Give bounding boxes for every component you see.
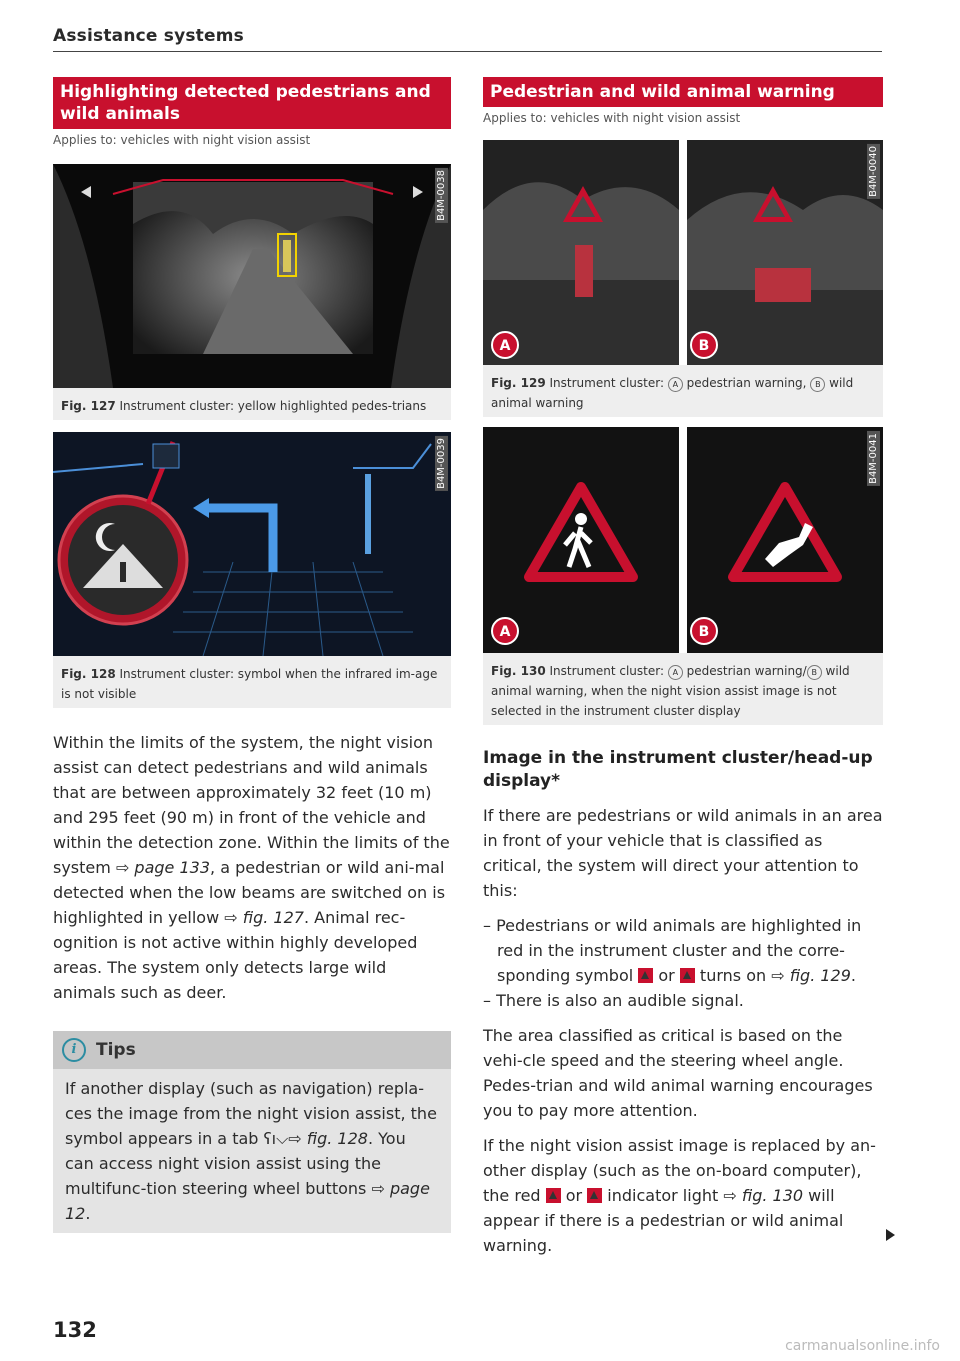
- tab-symbol-icon: ʕı⌵: [263, 1129, 289, 1148]
- bullet-highlighted: [483, 913, 883, 988]
- fig130-cap-marker-b: B: [807, 665, 822, 680]
- figure-127: [53, 164, 451, 420]
- para-text-2: , a pedestrian or wild ani-mal detected when the low beams are switched on is highlighted in yellow: [53, 858, 446, 927]
- subheading-instrument-cluster: Image in the instrument cluster/head-up display*: [483, 748, 873, 791]
- fig130-code: B4M-0041: [868, 433, 879, 484]
- cluster-tab-picture: [53, 432, 451, 656]
- fig129-caption: [483, 365, 883, 417]
- right-applies: Applies to: vehicles with night vision assist: [483, 111, 741, 125]
- replaced-display-paragraph: [483, 1133, 883, 1258]
- fig129-image: [483, 140, 883, 365]
- ref-fig-130[interactable]: ⇨ fig. 130: [723, 1186, 804, 1205]
- tips-text-1: If another display (such as navigation) repla-ces the image from the night vision assist, the symbol appears in a tab: [65, 1079, 437, 1148]
- bullet1-or: or: [653, 966, 680, 985]
- tips-text-3: .: [85, 1204, 91, 1223]
- fig127-caption-text: Instrument cluster: yellow highlighted pedes-trians: [119, 399, 427, 413]
- info-icon: i: [62, 1038, 86, 1062]
- page-number: 132: [53, 1318, 97, 1342]
- fig127-label: Fig. 127: [61, 399, 116, 413]
- animal-indicator-icon-2: [587, 1188, 602, 1203]
- tips-text-2: . You can access night vision assist using the multifunc-tion steering wheel buttons: [65, 1129, 406, 1198]
- critical-area-paragraph: If there are pedestrians or wild animals in an area in front of your vehicle that is classified as critical, the system will direct your attention to this:: [483, 806, 883, 900]
- ref-fig-127[interactable]: ⇨ fig. 127: [224, 908, 304, 927]
- fig130-image: [483, 427, 883, 653]
- fig129-marker-a: A: [499, 338, 511, 354]
- fig128-code: B4M-0039: [436, 438, 447, 489]
- p3-text-3: will appear if there is a pedestrian or wild animal warning.: [483, 1186, 844, 1255]
- fig129-cap-a: Instrument cluster:: [549, 376, 668, 390]
- pedestrian-indicator-icon-2: [546, 1188, 561, 1203]
- fig129-cap-marker-a: A: [668, 377, 683, 392]
- fig129-label: Fig. 129: [491, 376, 546, 390]
- left-body: [53, 730, 451, 1005]
- bullet1-text-3: .: [850, 966, 856, 985]
- tips-body: [53, 1069, 451, 1233]
- para-text-3: . Animal rec-ognition is not active within highly developed areas. The system only detects large wild animals such as deer.: [53, 908, 418, 1002]
- warning-highlight-picture: [483, 140, 883, 365]
- fig130-marker-b: B: [698, 624, 710, 640]
- section-header: Assistance systems: [53, 26, 244, 46]
- fig130-cap-c: wild animal warning, when the night vision assist image is not selected in the instrument cluster display: [491, 664, 850, 718]
- figure-128: [53, 432, 451, 708]
- fig127-image: [53, 164, 451, 388]
- warning-symbols-picture: [483, 427, 883, 653]
- continue-arrow-icon: [886, 1229, 895, 1241]
- left-column: [53, 77, 451, 1233]
- fig129-marker-b: B: [698, 338, 710, 354]
- fig127-caption: [53, 388, 451, 420]
- fig130-cap-marker-a: A: [668, 665, 683, 680]
- fig128-caption: [53, 656, 451, 708]
- ref-page-12[interactable]: ⇨ page 12: [65, 1179, 430, 1223]
- fig128-label: Fig. 128: [61, 667, 116, 681]
- watermark: carmanualsonline.info: [785, 1338, 940, 1354]
- p3-text-2: indicator light: [602, 1186, 724, 1205]
- fig128-image: [53, 432, 451, 656]
- tips-heading: [53, 1031, 451, 1069]
- pedestrian-indicator-icon: [638, 968, 653, 983]
- right-body: [483, 803, 883, 1258]
- figure-129: [483, 140, 883, 417]
- fig129-cap-c: wild animal warning: [491, 376, 854, 410]
- fig130-label: Fig. 130: [491, 664, 546, 678]
- critical-speed-paragraph: The area classified as critical is based on the vehi-cle speed and the steering wheel angle. Pedes-trian and wild animal warning encourages you to pay more attention.: [483, 1026, 873, 1120]
- fig130-caption: [483, 653, 883, 725]
- night-vision-cluster-picture: [53, 164, 451, 388]
- p3-or: or: [560, 1186, 588, 1205]
- bullet1-text-1: – Pedestrians or wild animals are highlighted in red in the instrument cluster and the corre-sponding symbol: [483, 916, 862, 985]
- bullet1-text-2: turns on: [694, 966, 772, 985]
- fig129-code: B4M-0040: [868, 146, 879, 197]
- tips-title: Tips: [96, 1040, 136, 1060]
- figure-130: [483, 427, 883, 725]
- fig127-code: B4M-0038: [436, 170, 447, 221]
- fig130-cap-b: pedestrian warning/: [682, 664, 807, 678]
- fig130-cap-a: Instrument cluster:: [549, 664, 668, 678]
- right-column: [483, 77, 883, 1258]
- para-text-1: Within the limits of the system, the night vision assist can detect pedestrians and wild animals that are between approximately 32 feet (10 m) and 295 feet (90 m) in front of the vehicle and within the detection zone. Within the limits of the system: [53, 733, 450, 877]
- left-section-title: Highlighting detected pedestrians and wild animals: [53, 77, 451, 129]
- header-rule: [53, 51, 882, 52]
- fig128-caption-text: Instrument cluster: symbol when the infrared im-age is not visible: [61, 667, 438, 701]
- p3-text-1: If the night vision assist image is replaced by an-other display (such as the on-board computer), the red: [483, 1136, 876, 1205]
- ref-fig-128[interactable]: ⇨ fig. 128: [288, 1129, 368, 1148]
- right-section-title: Pedestrian and wild animal warning: [483, 77, 883, 107]
- fig129-cap-marker-b: B: [810, 377, 825, 392]
- ref-page-133[interactable]: ⇨ page 133: [115, 858, 211, 877]
- bullet-audible: – There is also an audible signal.: [483, 991, 744, 1010]
- ref-fig-129[interactable]: ⇨ fig. 129: [771, 966, 851, 985]
- fig129-cap-b: pedestrian warning,: [682, 376, 811, 390]
- animal-indicator-icon: [680, 968, 695, 983]
- detection-paragraph: [53, 730, 451, 1005]
- fig130-marker-a: A: [499, 624, 511, 640]
- left-applies: Applies to: vehicles with night vision assist: [53, 133, 311, 147]
